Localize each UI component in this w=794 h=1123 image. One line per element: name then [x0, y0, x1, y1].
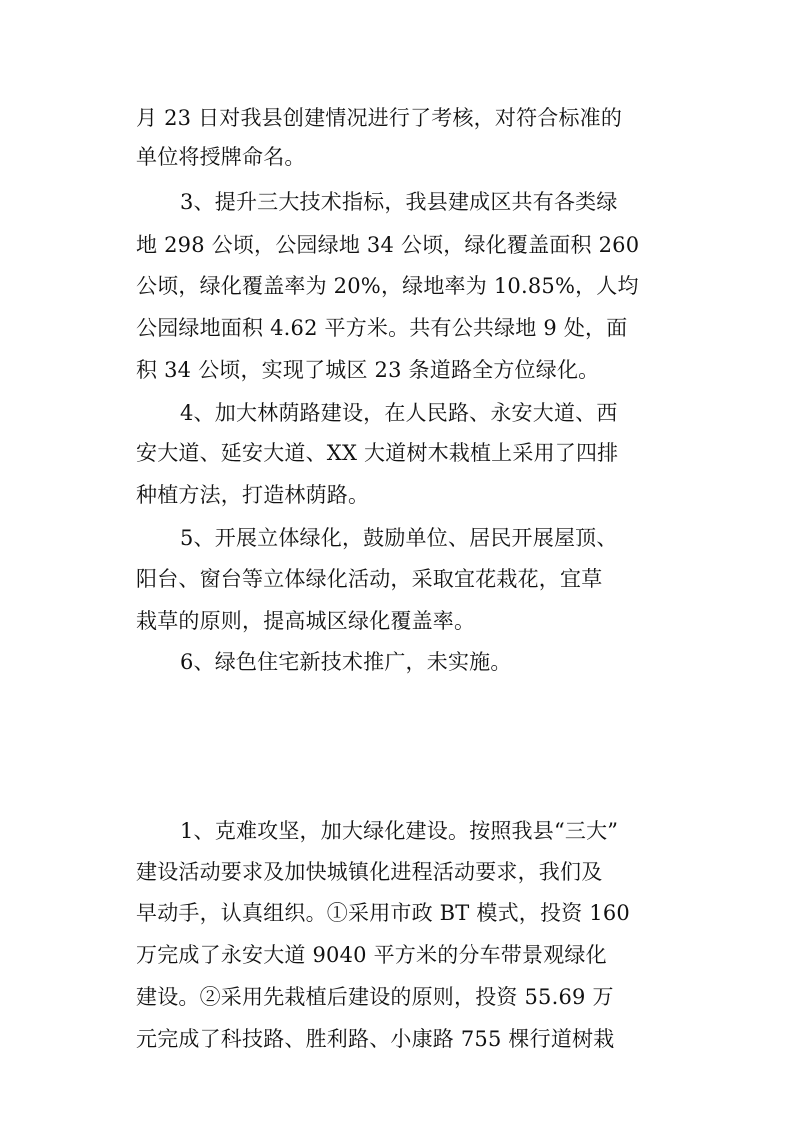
text-line: 公顷，绿化覆盖率为 20%，绿地率为 10.85%，人均	[136, 274, 639, 298]
text-line: 公园绿地面积 4.62 平方米。共有公共绿地 9 处，面	[136, 316, 628, 340]
text-line: 阳台、窗台等立体绿化活动，采取宜花栽花，宜草	[136, 567, 603, 591]
text-line: 建设。②采用先栽植后建设的原则，投资 55.69 万	[136, 985, 614, 1009]
text-line: 月 23 日对我县创建情况进行了考核，对符合标准的	[136, 106, 623, 130]
text-line: 地 298 公顷，公园绿地 34 公顷，绿化覆盖面积 260	[136, 233, 640, 257]
text-line: 栽草的原则，提高城区绿化覆盖率。	[136, 609, 476, 633]
text-line: 建设活动要求及加快城镇化进程活动要求，我们及	[136, 860, 603, 884]
text-line: 早动手，认真组织。①采用市政 BT 模式，投资 160	[136, 901, 630, 925]
text-line: 4、加大林荫路建设，在人民路、永安大道、西	[180, 401, 618, 425]
text-line: 单位将授牌命名。	[136, 145, 306, 169]
text-line: 安大道、延安大道、XX 大道树木栽植上采用了四排	[136, 441, 619, 465]
text-line: 3、提升三大技术指标，我县建成区共有各类绿	[180, 190, 618, 214]
text-line: 元完成了科技路、胜利路、小康路 755 棵行道树栽	[136, 1027, 615, 1051]
text-line: 种植方法，打造林荫路。	[136, 483, 370, 507]
text-line: 1、克难攻坚，加大绿化建设。按照我县“三大”	[180, 819, 619, 843]
text-line: 积 34 公顷，实现了城区 23 条道路全方位绿化。	[136, 358, 600, 382]
text-line: 6、绿色住宅新技术推广，未实施。	[180, 650, 512, 674]
text-line: 万完成了永安大道 9040 平方米的分车带景观绿化	[136, 943, 607, 967]
text-line: 5、开展立体绿化，鼓励单位、居民开展屋顶、	[180, 526, 618, 550]
